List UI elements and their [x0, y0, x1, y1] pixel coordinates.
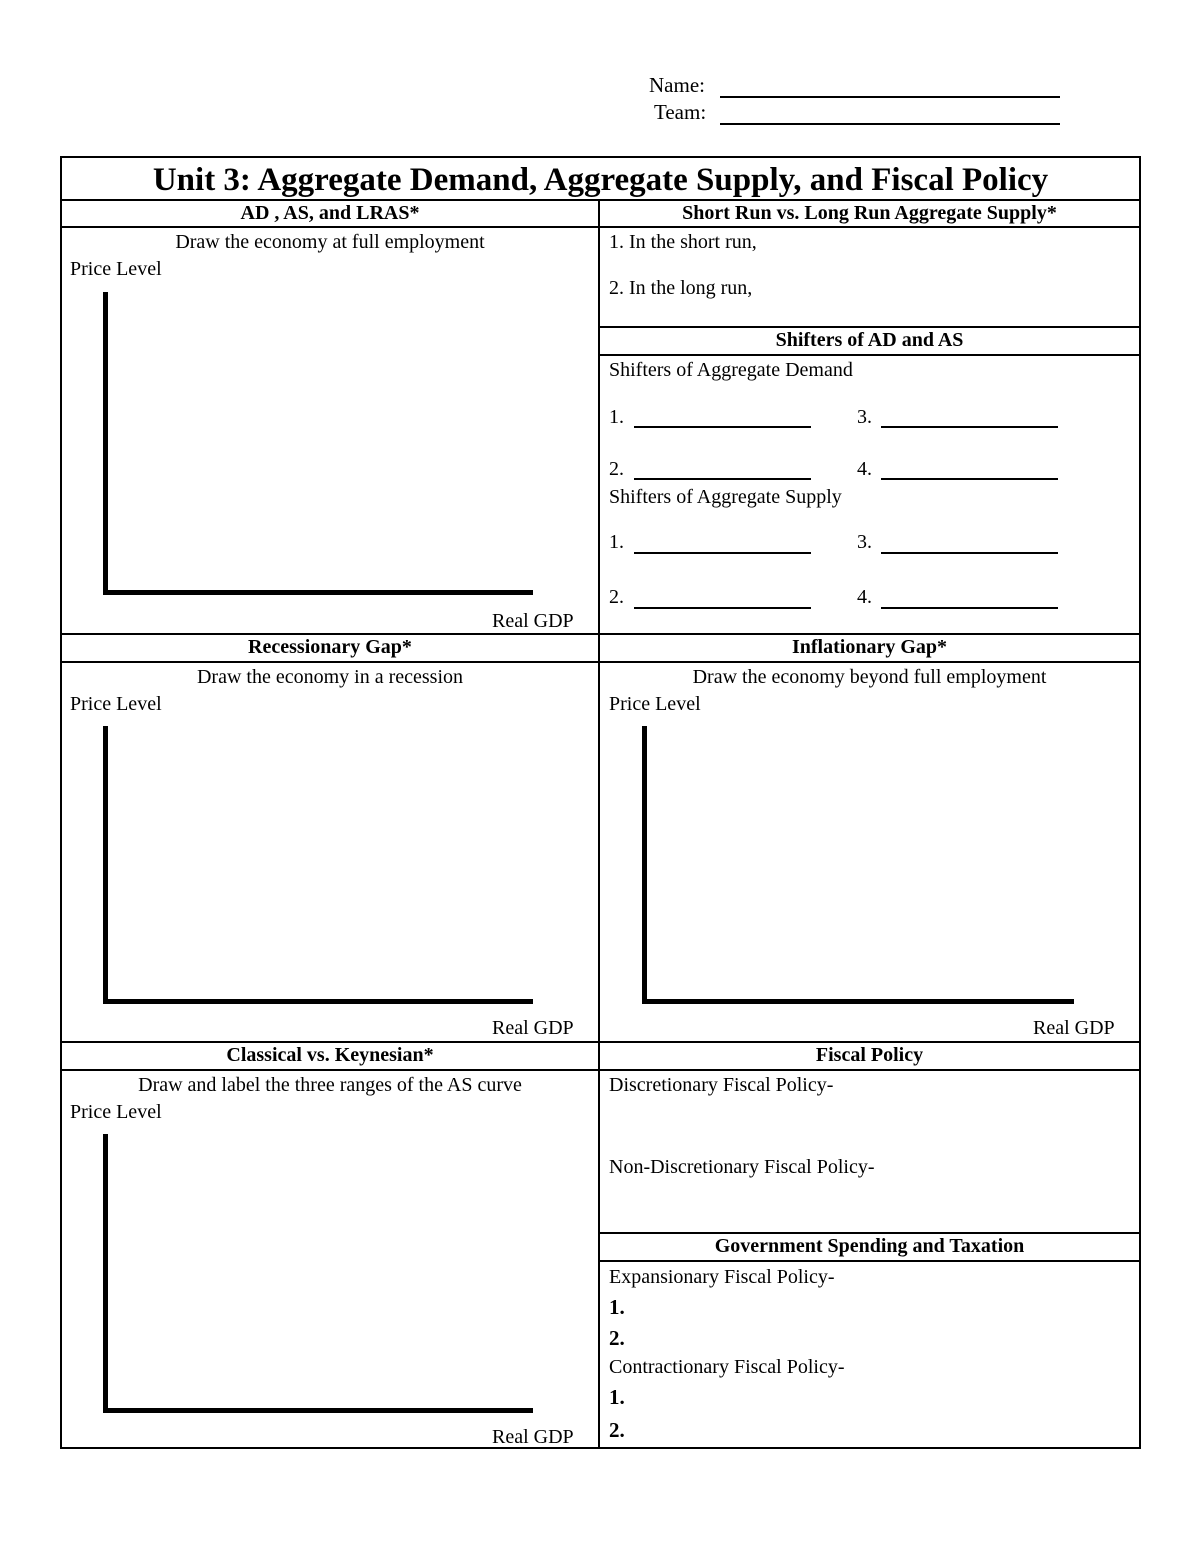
- ad-shifter-num: 1.: [609, 406, 624, 428]
- x-axis: [642, 999, 1074, 1004]
- page-title: Unit 3: Aggregate Demand, Aggregate Supply, and Fiscal Policy: [152, 162, 1049, 198]
- heading-inflationary: Inflationary Gap*: [791, 636, 948, 658]
- divider: [62, 661, 1139, 663]
- x-axis-label: Real GDP: [492, 610, 574, 632]
- ad-shifter-blank[interactable]: [881, 478, 1058, 480]
- non-discretionary-label: Non-Discretionary Fiscal Policy-: [609, 1156, 875, 1178]
- as-shifter-blank[interactable]: [881, 552, 1058, 554]
- expansionary-item-2: 2.: [609, 1326, 625, 1350]
- name-field[interactable]: [720, 74, 1060, 98]
- y-axis-label: Price Level: [70, 693, 162, 715]
- worksheet: [60, 156, 1141, 1449]
- heading-classical: Classical vs. Keynesian*: [226, 1044, 434, 1066]
- as-shifters-label: Shifters of Aggregate Supply: [609, 486, 842, 508]
- instruction-classical: Draw and label the three ranges of the AS curve: [138, 1074, 522, 1096]
- as-shifter-blank[interactable]: [634, 607, 811, 609]
- ad-shifters-label: Shifters of Aggregate Demand: [609, 359, 853, 381]
- sr-item: 1. In the short run,: [609, 231, 757, 253]
- heading-fiscal: Fiscal Policy: [815, 1044, 924, 1066]
- divider: [599, 354, 1139, 356]
- as-shifter-num: 1.: [609, 531, 624, 553]
- x-axis-label: Real GDP: [1033, 1017, 1115, 1039]
- y-axis: [642, 726, 647, 1004]
- ad-shifter-blank[interactable]: [634, 478, 811, 480]
- instruction-recessionary: Draw the economy in a recession: [196, 666, 463, 688]
- team-label: Team:: [654, 100, 707, 124]
- heading-sr-lr: Short Run vs. Long Run Aggregate Supply*: [682, 202, 1057, 224]
- lr-item: 2. In the long run,: [609, 277, 753, 299]
- as-shifter-num: 3.: [857, 531, 872, 553]
- as-shifter-blank[interactable]: [881, 607, 1058, 609]
- ad-shifter-num: 3.: [857, 406, 872, 428]
- expansionary-item-1: 1.: [609, 1295, 625, 1319]
- x-axis: [103, 999, 533, 1004]
- contractionary-label: Contractionary Fiscal Policy-: [609, 1356, 845, 1378]
- y-axis: [103, 726, 108, 1004]
- heading-ad-as: AD , AS, and LRAS*: [240, 202, 420, 224]
- team-field[interactable]: [720, 101, 1060, 125]
- as-shifter-blank[interactable]: [634, 552, 811, 554]
- x-axis: [103, 590, 533, 595]
- contractionary-item-2: 2.: [609, 1418, 625, 1442]
- y-axis-label: Price Level: [609, 693, 701, 715]
- y-axis-label: Price Level: [70, 258, 162, 280]
- ad-shifter-blank[interactable]: [881, 426, 1058, 428]
- as-shifter-num: 4.: [857, 586, 872, 608]
- name-label: Name:: [649, 73, 705, 97]
- heading-recessionary: Recessionary Gap*: [248, 636, 412, 658]
- instruction-ad-as: Draw the economy at full employment: [175, 231, 485, 253]
- heading-gov: Government Spending and Taxation: [714, 1235, 1025, 1257]
- ad-shifter-num: 4.: [857, 458, 872, 480]
- discretionary-label: Discretionary Fiscal Policy-: [609, 1074, 834, 1096]
- x-axis-label: Real GDP: [492, 1017, 574, 1039]
- ad-shifter-blank[interactable]: [634, 426, 811, 428]
- y-axis: [103, 1134, 108, 1413]
- instruction-inflationary: Draw the economy beyond full employment: [692, 666, 1047, 688]
- contractionary-item-1: 1.: [609, 1385, 625, 1409]
- x-axis-label: Real GDP: [492, 1426, 574, 1448]
- as-shifter-num: 2.: [609, 586, 624, 608]
- ad-shifter-num: 2.: [609, 458, 624, 480]
- divider: [599, 1260, 1139, 1262]
- heading-shifters: Shifters of AD and AS: [775, 329, 964, 351]
- y-axis-label: Price Level: [70, 1101, 162, 1123]
- divider: [62, 1069, 1139, 1071]
- x-axis: [103, 1408, 533, 1413]
- expansionary-label: Expansionary Fiscal Policy-: [609, 1266, 835, 1288]
- y-axis: [103, 292, 108, 595]
